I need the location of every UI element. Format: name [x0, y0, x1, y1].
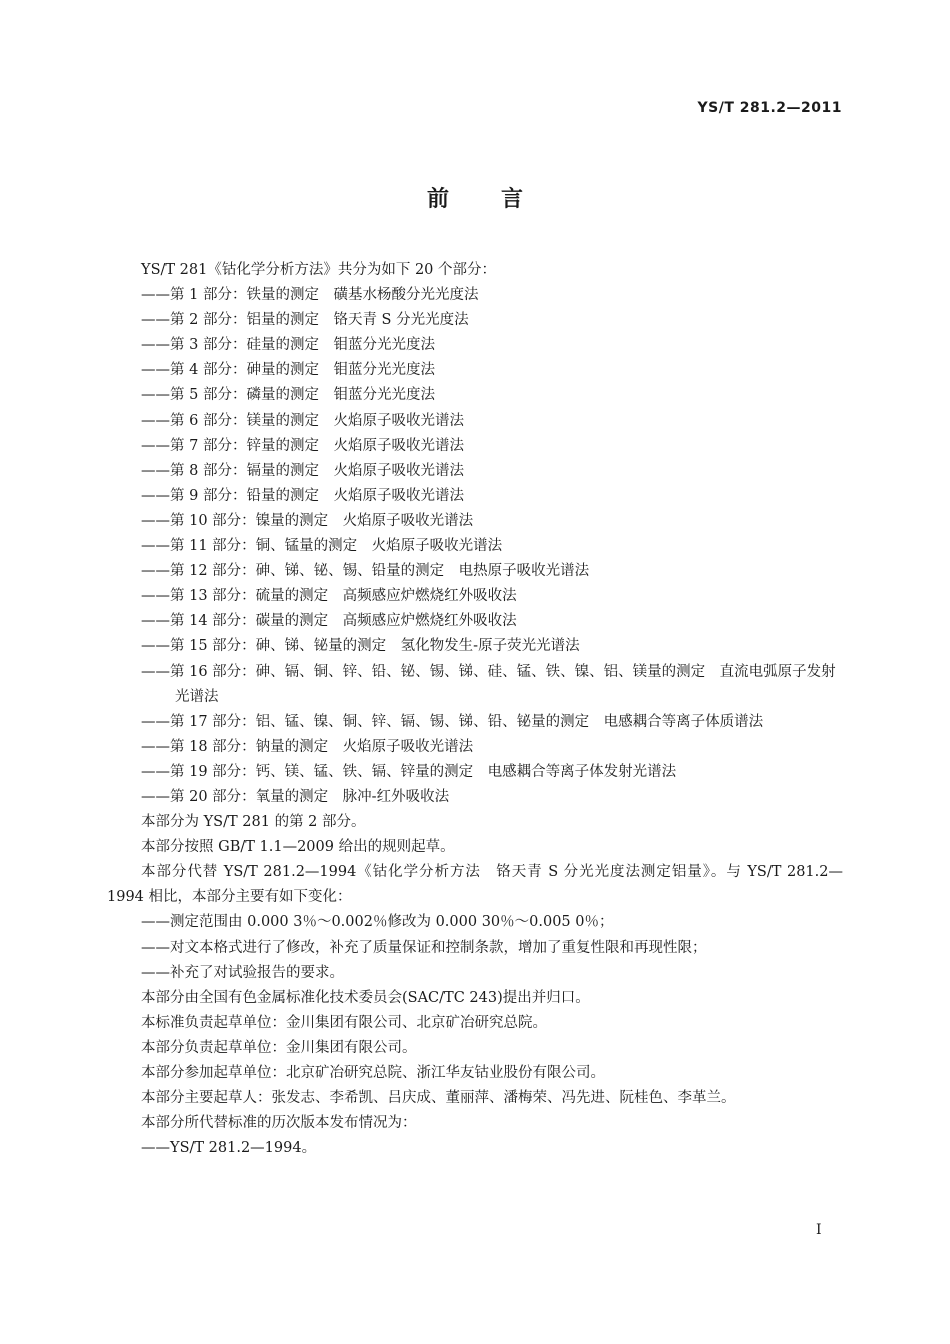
proposed-by-statement: 本部分由全国有色金属标准化技术委员会(SAC/TC 243)提出并归口。	[141, 989, 590, 1006]
list-item: ——第 18 部分：钠量的测定 火焰原子吸收光谱法	[141, 738, 474, 755]
list-item: ——第 8 部分：镉量的测定 火焰原子吸收光谱法	[141, 462, 464, 479]
list-item: ——第 10 部分：镍量的测定 火焰原子吸收光谱法	[141, 512, 474, 529]
history-list	[107, 1136, 843, 1161]
history-intro: 本部分所代替标准的历次版本发布情况为：	[141, 1115, 417, 1132]
list-item: ——补充了对试验报告的要求。	[141, 964, 344, 981]
list-item: ——第 9 部分：铅量的测定 火焰原子吸收光谱法	[141, 487, 464, 504]
foreword-body	[107, 258, 843, 1161]
list-item: ——第 12 部分：砷、锑、铋、锡、铅量的测定 电热原子吸收光谱法	[141, 563, 590, 580]
intro-paragraph: YS/T 281《钴化学分析方法》共分为如下 20 个部分：	[141, 262, 497, 278]
list-item: ——第 20 部分：氧量的测定 脉冲-红外吸收法	[141, 788, 450, 805]
main-drafters-statement: 本部分主要起草人：张发志、李希凯、吕庆成、董丽萍、潘梅荣、冯先进、阮桂色、李革兰。	[141, 1090, 736, 1107]
part-drafter-statement: 本部分负责起草单位：金川集团有限公司。	[141, 1039, 417, 1056]
standard-drafter-statement: 本标准负责起草单位：金川集团有限公司、北京矿冶研究总院。	[141, 1014, 547, 1031]
list-item: ——第 13 部分：硫量的测定 高频感应炉燃烧红外吸收法	[141, 588, 517, 605]
replaces-statement: 本部分代替 YS/T 281.2—1994《钴化学分析方法 铬天青 S 分光光度法测定铝量》。与 YS/T 281.2—1994 相比，本部分主要有如下变化：	[107, 864, 843, 906]
page-number: I	[816, 1222, 822, 1238]
participants-statement: 本部分参加起草单位：北京矿冶研究总院、浙江华友钴业股份有限公司。	[141, 1065, 605, 1081]
changes-list	[107, 910, 843, 985]
part-of-statement: 本部分为 YS/T 281 的第 2 部分。	[141, 814, 366, 831]
list-item: ——第 6 部分：镁量的测定 火焰原子吸收光谱法	[141, 412, 464, 429]
list-item: ——第 3 部分：硅量的测定 钼蓝分光光度法	[141, 337, 435, 354]
list-item: ——YS/T 281.2—1994。	[141, 1140, 317, 1157]
list-item: ——第 7 部分：锌量的测定 火焰原子吸收光谱法	[141, 437, 464, 454]
list-item: ——第 15 部分：砷、锑、铋量的测定 氢化物发生-原子荧光光谱法	[141, 638, 580, 655]
list-item: ——对文本格式进行了修改，补充了质量保证和控制条款，增加了重复性限和再现性限；	[141, 939, 707, 956]
list-item: ——测定范围由 0.000 3％～0.002％修改为 0.000 30％～0.005 0％；	[141, 914, 614, 931]
drafting-rules-statement: 本部分按照 GB/T 1.1—2009 给出的规则起草。	[141, 839, 455, 856]
list-item: ——第 2 部分：铝量的测定 铬天青 S 分光光度法	[141, 312, 469, 329]
list-item: ——第 19 部分：钙、镁、锰、铁、镉、锌量的测定 电感耦合等离子体发射光谱法	[141, 763, 677, 780]
standard-code: YS/T 281.2—2011	[697, 100, 842, 116]
list-item: ——第 5 部分：磷量的测定 钼蓝分光光度法	[141, 387, 435, 404]
list-item: ——第 17 部分：铝、锰、镍、铜、锌、镉、锡、锑、铅、铋量的测定 电感耦合等离子体质谱法	[141, 713, 764, 730]
list-item: ——第 4 部分：砷量的测定 钼蓝分光光度法	[141, 362, 435, 379]
list-item: ——第 14 部分：碳量的测定 高频感应炉燃烧红外吸收法	[141, 613, 517, 630]
list-item: ——第 16 部分：砷、镉、铜、锌、铅、铋、锡、锑、硅、锰、铁、镍、铝、镁量的测定 直流电弧原子发射光谱法	[141, 663, 836, 705]
parts-list	[107, 283, 843, 810]
list-item: ——第 11 部分：铜、锰量的测定 火焰原子吸收光谱法	[141, 538, 503, 555]
list-item: ——第 1 部分：铁量的测定 磺基水杨酸分光光度法	[141, 287, 479, 304]
page-title: 前言	[426, 187, 575, 212]
